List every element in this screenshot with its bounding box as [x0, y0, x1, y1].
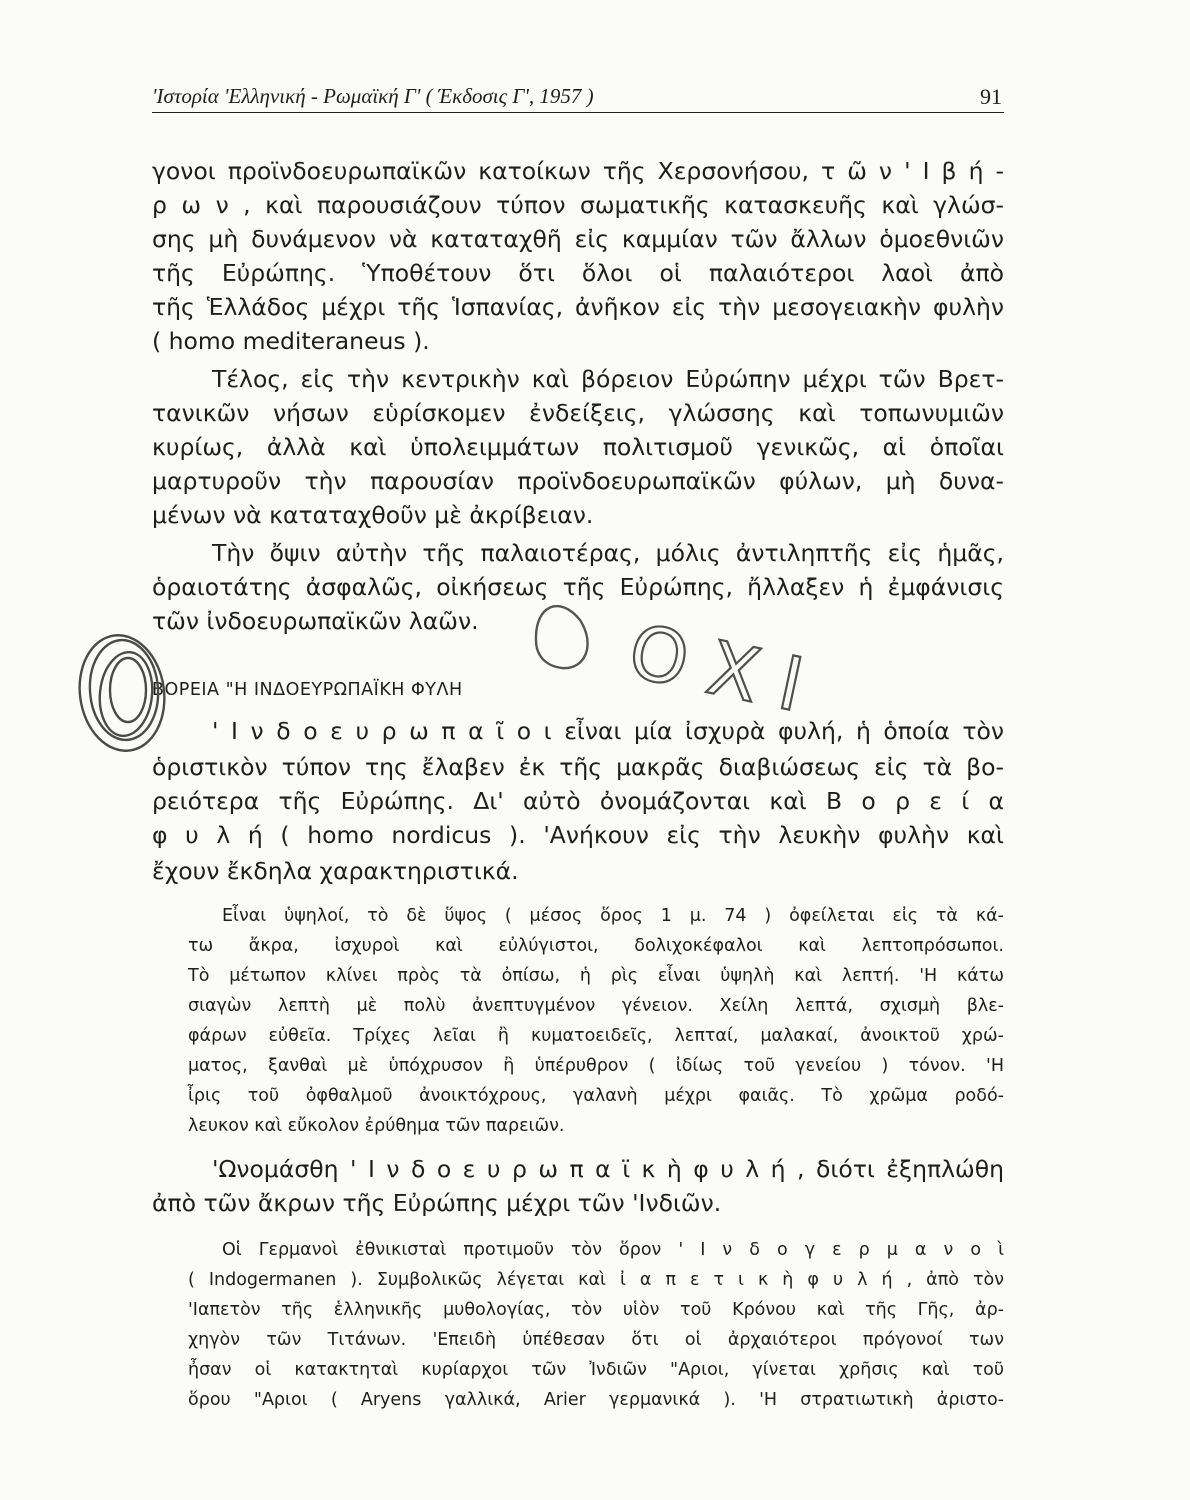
note-line: ματος, ξανθαὶ μὲ ὑπόχρυσον ἢ ὑπέρυθρον ( ἰδίως τοῦ γενείου ) τόνον. 'Η [188, 1056, 1004, 1076]
text-line: φ υ λ ή ( homo nordicus ). 'Ανήκουν εἰς τὴν λευκὴν φυλὴν καὶ [152, 821, 1004, 849]
text-line: ἀπὸ τῶν ἄκρων τῆς Εὐρώπης μέχρι τῶν 'Ινδιῶν. [152, 1189, 722, 1217]
text-line: τῆς Ἑλλάδος μέχρι τῆς Ἱσπανίας, ἀνῆκον εἰς τὴν μεσογειακὴν φυλὴν [152, 293, 1004, 321]
text-line: Τὴν ὄψιν αὐτὴν τῆς παλαιοτέρας, μόλις ἀντιληπτῆς εἰς ἡμᾶς, [212, 539, 1004, 567]
note-line: τω ἄκρα, ἰσχυροὶ καὶ εὐλύγιστοι, δολιχοκέφαλοι καὶ λεπτοπρόσωποι. [188, 936, 1004, 956]
note-line: σιαγὼν λεπτὴ μὲ πολὺ ἀνεπτυγμένον γένειον. Χείλη λεπτά, σχισμὴ βλε- [188, 996, 1004, 1016]
page-number: 91 [980, 84, 1002, 109]
text-line: Τέλος, εἰς τὴν κεντρικὴν καὶ βόρειον Εὐρώπην μέχρι τῶν Βρετ- [212, 365, 1004, 393]
note-line: χηγὸν τῶν Τιτάνων. 'Επειδὴ ὑπέθεσαν ὅτι οἱ ἀρχαιότεροι πρόγονοί των [188, 1330, 1004, 1350]
header-title: 'Ιστορία 'Ελληνική - Ρωμαϊκή Γ' ( Έκδοσις Γ', 1957 ) [152, 84, 594, 108]
note-line: Εἶναι ὑψηλοί, τὸ δὲ ὕψος ( μέσος ὅρος 1 μ. 74 ) ὀφείλεται εἰς τὰ κά- [222, 906, 1004, 926]
text-line: τῶν ἰνδοευρωπαϊκῶν λαῶν. [152, 607, 479, 635]
note-line: Τὸ μέτωπον κλίνει πρὸς τὰ ὀπίσω, ἡ ρὶς εἶναι ὑψηλὴ καὶ λεπτή. 'Η κάτω [188, 966, 1004, 986]
running-header [152, 82, 1004, 113]
text-line: μένων νὰ καταταχθοῦν μὲ ἀκρίβειαν. [152, 501, 594, 529]
handwritten-word: ΟΧΙ [621, 608, 832, 734]
text-line: σης μὴ δυνάμενον νὰ καταταχθῆ εἰς καμμίαν τῶν ἄλλων ὁμοεθνιῶν [152, 225, 1004, 253]
text-line: κυρίως, ἀλλὰ καὶ ὑπολειμμάτων πολιτισμοῦ γενικῶς, αἱ ὁποῖαι [152, 433, 1004, 461]
text-line: ἔχουν ἔκδηλα χαρακτηριστικά. [152, 857, 519, 885]
text-line: 'Ωνομάσθη ' Ι ν δ ο ε υ ρ ω π α ϊ κ ὴ φ υ λ ή , διότι ἐξηπλώθη [212, 1155, 1004, 1183]
text-line: ὁριστικὸν τύπον της ἔλαβεν ἐκ τῆς μακρᾶς διαβιώσεως εἰς τὰ βο- [152, 753, 1004, 781]
text-line: γονοι προϊνδοευρωπαϊκῶν κατοίκων τῆς Χερσονήσου, τ ῶ ν ' Ι β ή - [152, 157, 1004, 185]
note-line: Οἱ Γερμανοὶ ἐθνικισταὶ προτιμοῦν τὸν ὅρον ' Ι ν δ ο γ ε ρ μ α ν ο ὶ [222, 1240, 1004, 1260]
note-line: φάρων εὐθεῖα. Τρίχες λεῖαι ἢ κυματοειδεῖς, λεπταί, μαλακαί, ἀνοικτοῦ χρώ- [188, 1026, 1004, 1046]
text-line: ( homo mediteraneus ). [152, 327, 430, 355]
note-line: ὅρου "Αριοι ( Aryens γαλλικά, Arier γερμανικά ). 'Η στρατιωτικὴ ἀριστο- [188, 1390, 1004, 1410]
note-line: ἦσαν οἱ κατακτηταὶ κυρίαρχοι τῶν Ἰνδιῶν "Αριοι, γίνεται χρῆσις καὶ τοῦ [188, 1360, 1004, 1380]
note-line: 'Ιαπετὸν τῆς ἑλληνικῆς μυθολογίας, τὸν υἱὸν τοῦ Κρόνου καὶ τῆς Γῆς, ἀρ- [188, 1300, 1004, 1320]
text-line: ρειότερα τῆς Εὐρώπης. Δι' αὐτὸ ὀνομάζονται καὶ Β ο ρ ε ί α [152, 787, 1004, 815]
section-heading: ΒΟΡΕΙΑ "Η ΙΝΔΟΕΥΡΩΠΑΪΚΗ ΦΥΛΗ [152, 680, 463, 700]
text-line: τανικῶν νήσων εὑρίσκομεν ἐνδείξεις, γλώσσης καὶ τοπωνυμιῶν [152, 399, 1004, 427]
text-line: ὁραιοτάτης ἀσφαλῶς, οἰκήσεως τῆς Εὐρώπης, ἤλλαξεν ἡ ἐμφάνισις [152, 573, 1004, 601]
note-line: λευκον καὶ εὔκολον ἐρύθημα τῶν παρειῶν. [188, 1116, 565, 1136]
note-line: ( Indogermanen ). Συμβολικῶς λέγεται καὶ ἰ α π ε τ ι κ ὴ φ υ λ ή , ἀπὸ τὸν [188, 1270, 1004, 1290]
text-line: μαρτυροῦν τὴν παρουσίαν προϊνδοευρωπαϊκῶν φύλων, μὴ δυνα- [152, 467, 1004, 495]
note-line: ἶρις τοῦ ὀφθαλμοῦ ἀνοικτόχρους, γαλανὴ μέχρι φαιᾶς. Τὸ χρῶμα ροδό- [188, 1086, 1004, 1106]
text-line: τῆς Εὐρώπης. Ὑποθέτουν ὅτι ὅλοι οἱ παλαιότεροι λαοὶ ἀπὸ [152, 259, 1004, 287]
text-line: ρ ω ν , καὶ παρουσιάζουν τύπον σωματικῆς κατασκευῆς καὶ γλώσ- [152, 191, 1004, 219]
text-line: ' Ι ν δ ο ε υ ρ ω π α ῖ ο ι εἶναι μία ἰσχυρὰ φυλή, ἡ ὁποία τὸν [212, 717, 1004, 745]
